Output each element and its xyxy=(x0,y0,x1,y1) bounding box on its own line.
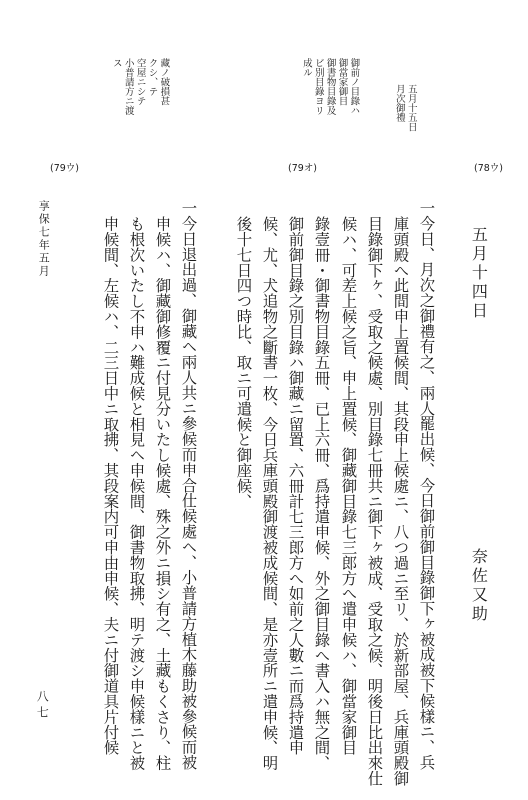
body-column-10: 申候ハ、御藏御修覆ニ付見分いたし候處、殊之外ニ損シ有之、土藏もくさり、柱 xyxy=(153,216,172,771)
author-name: 奈佐又助 xyxy=(469,548,489,624)
body-column-4: 候ハ、可差上候之旨、申上置候、御藏御目錄七三郎方へ遣申候ハ、御當家御目 xyxy=(339,216,358,755)
body-column-12: 申候間、左候ハ、二三日中ニ取拂、其段案内可申由申候、夫ニ付御道具片付候 xyxy=(101,216,120,755)
body-column-3: 目錄御下ヶ、受取之候處、別目錄七冊共ニ御下ヶ被成、受取之候、明後日比出來仕 xyxy=(365,216,384,786)
body-column-1: 一今日、月次之御禮有之、兩人罷出候、今日御前御目錄御下ヶ被成被下候樣ニ、兵 xyxy=(417,200,436,770)
body-column-2: 庫頭殿へ此間申上置候間、其段申上候處ニ、八つ過ニ至リ、於新部屋、兵庫頭殿御 xyxy=(391,216,410,786)
body-column-6: 御前御目錄之別目錄ハ御藏ニ留置、六冊計七三郎方へ如前之人數ニ而爲持遣申 xyxy=(286,216,305,755)
body-column-7: 候、尤、犬追物之斷書一枚、今日兵庫頭殿御渡被成候間、是亦壹所ニ遣申候、明 xyxy=(260,216,279,771)
folio-marker-78u: (78ウ) xyxy=(474,163,504,174)
date-heading: 五月十四日 xyxy=(469,226,489,321)
body-column-11: も根次いたし不申ハ難成候と相見ヘ申候間、御書物取拂、明テ渡シ申候樣ニと被 xyxy=(127,216,146,771)
body-column-8: 後十七日四つ時比、取ニ可遣候と御座候、 xyxy=(234,216,253,509)
headnote-catalog-composition: 御前ノ目錄ハ 御當家御目 御書物目錄及 ビ別目錄ヨリ 成ル xyxy=(300,58,360,115)
folio-marker-79o: (79オ) xyxy=(288,163,318,174)
headnote-monthly-ceremony: 五月十五日 月次御禮 xyxy=(393,84,417,132)
body-column-5: 錄壹冊・御書物目錄五冊、已上六冊、爲持遣申候、外之御目錄へ書入ハ無之間、 xyxy=(312,216,331,771)
headnote-storehouse-damage: 藏ノ破損甚 クシ、テ 空屋ニシテ 小普請方ニ渡 ス xyxy=(110,58,170,115)
folio-marker-79u: (79ウ) xyxy=(50,163,80,174)
page-number: 八七 xyxy=(35,690,50,722)
running-head: 享保七年五月 xyxy=(37,200,51,278)
body-column-9: 一今日退出過、御藏ヘ兩人共ニ參候而申合仕候處ヘ、小普請方植木藤助被參候而被 xyxy=(179,200,198,770)
